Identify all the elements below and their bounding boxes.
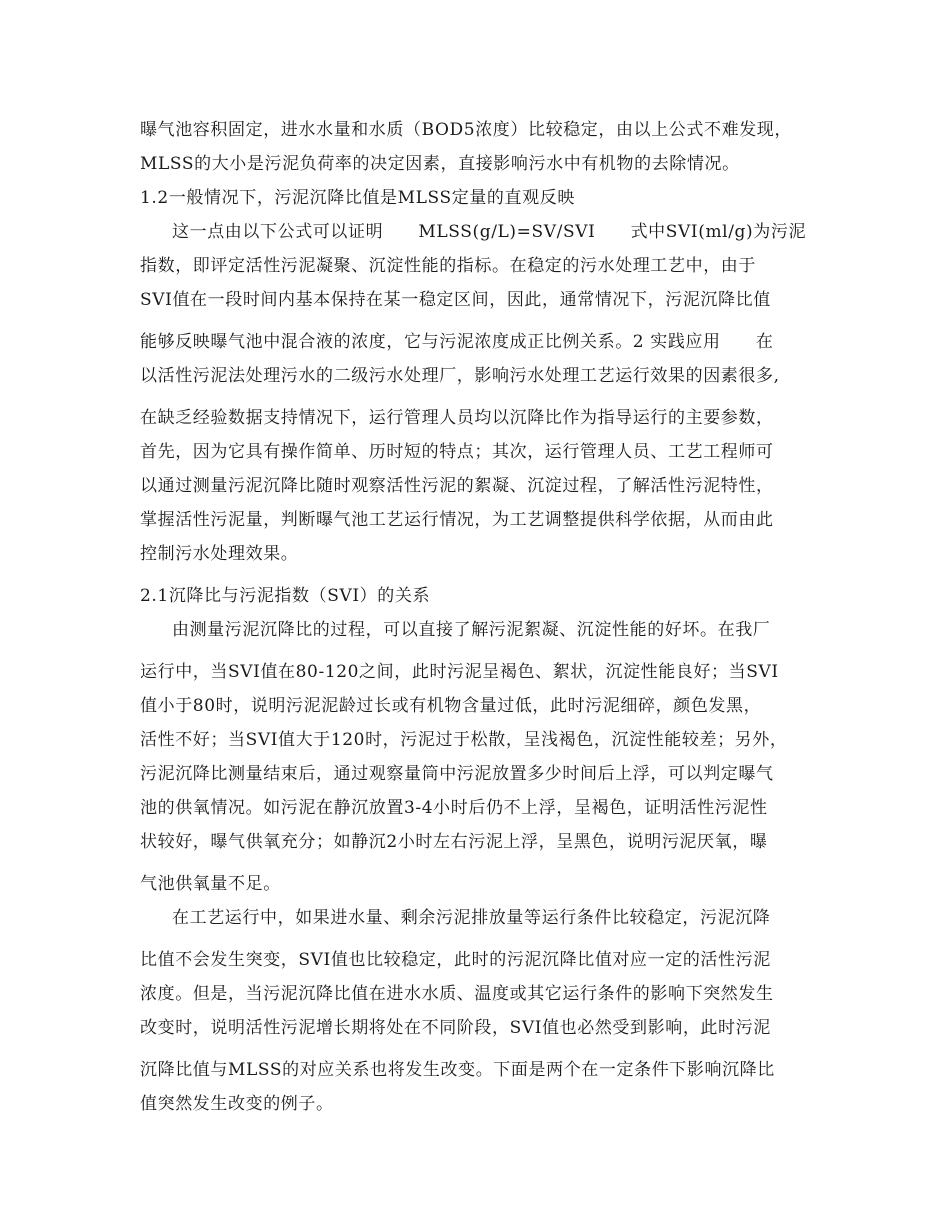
section-heading: 2.1沉降比与污泥指数（SVI）的关系 — [140, 586, 431, 606]
body-text-line: 在工艺运行中，如果进水量、剩余污泥排放量等运行条件比较稳定，污泥沉降 — [172, 908, 771, 928]
body-text-line: 掌握活性污泥量，判断曝气池工艺运行情况，为工艺调整提供科学依据，从而由此 — [140, 510, 774, 530]
body-text-line: SVI值在一段时间内基本保持在某一稳定区间，因此，通常情况下，污泥沉降比值 — [140, 290, 771, 310]
body-text-line: 以活性污泥法处理污水的二级污水处理厂，影响污水处理工艺运行效果的因素很多, — [140, 366, 780, 386]
body-text-line: 曝气池容积固定，进水水量和水质（BOD5浓度）比较稳定，由以上公式不难发现， — [140, 120, 792, 140]
body-text-line: 由测量污泥沉降比的过程，可以直接了解污泥絮凝、沉淀性能的好坏。在我厂 — [172, 620, 771, 640]
body-text-line: 池的供氧情况。如污泥在静沉放置3-4小时后仍不上浮，呈褐色，证明活性污泥性 — [140, 798, 768, 818]
body-text-line: 活性不好；当SVI值大于120时，污泥过于松散，呈浅褐色，沉淀性能较差；另外， — [140, 730, 788, 750]
body-text-line: 能够反映曝气池中混合液的浓度，它与污泥浓度成正比例关系。2 实践应用 在 — [140, 332, 774, 352]
body-text-line: 这一点由以下公式可以证明 MLSS(g/L)=SV/SVI 式中SVI(ml/g)为污泥 — [172, 222, 807, 242]
body-text-line: 以通过测量污泥沉降比随时观察活性污泥的絮凝、沉淀过程，了解活性污泥特性， — [140, 476, 774, 496]
body-text-line: 运行中，当SVI值在80-120之间，此时污泥呈褐色、絮状，沉淀性能良好；当SVI — [140, 662, 779, 682]
body-text-line: 控制污水处理效果。 — [140, 544, 299, 564]
body-text-line: 沉降比值与MLSS的对应关系也将发生改变。下面是两个在一定条件下影响沉降比 — [140, 1060, 775, 1080]
body-text-line: 指数，即评定活性污泥凝聚、沉淀性能的指标。在稳定的污水处理工艺中，由于 — [140, 256, 756, 276]
body-text-line: 首先，因为它具有操作简单、历时短的特点；其次，运行管理人员、工艺工程师可 — [140, 442, 774, 462]
section-heading: 1.2一般情况下，污泥沉降比值是MLSS定量的直观反映 — [140, 188, 575, 208]
body-text-line: MLSS的大小是污泥负荷率的决定因素，直接影响污水中有机物的去除情况。 — [140, 154, 740, 174]
body-text-line: 状较好，曝气供氧充分；如静沉2小时左右污泥上浮，呈黑色，说明污泥厌氧，曝 — [140, 832, 768, 852]
body-text-line: 比值不会发生突变，SVI值也比较稳定，此时的污泥沉降比值对应一定的活性污泥 — [140, 950, 771, 970]
body-text-line: 值小于80时，说明污泥泥龄过长或有机物含量过低，此时污泥细碎，颜色发黑， — [140, 696, 762, 716]
body-text-line: 在缺乏经验数据支持情况下，运行管理人员均以沉降比作为指导运行的主要参数， — [140, 408, 774, 428]
body-text-line: 污泥沉降比测量结束后，通过观察量筒中污泥放置多少时间后上浮，可以判定曝气 — [140, 764, 774, 784]
body-text-line: 改变时，说明活性污泥增长期将处在不同阶段，SVI值也必然受到影响，此时污泥 — [140, 1018, 771, 1038]
body-text-line: 气池供氧量不足。 — [140, 874, 281, 894]
body-text-line: 值突然发生改变的例子。 — [140, 1094, 334, 1114]
body-text-line: 浓度。但是，当污泥沉降比值在进水水质、温度或其它运行条件的影响下突然发生 — [140, 984, 774, 1004]
